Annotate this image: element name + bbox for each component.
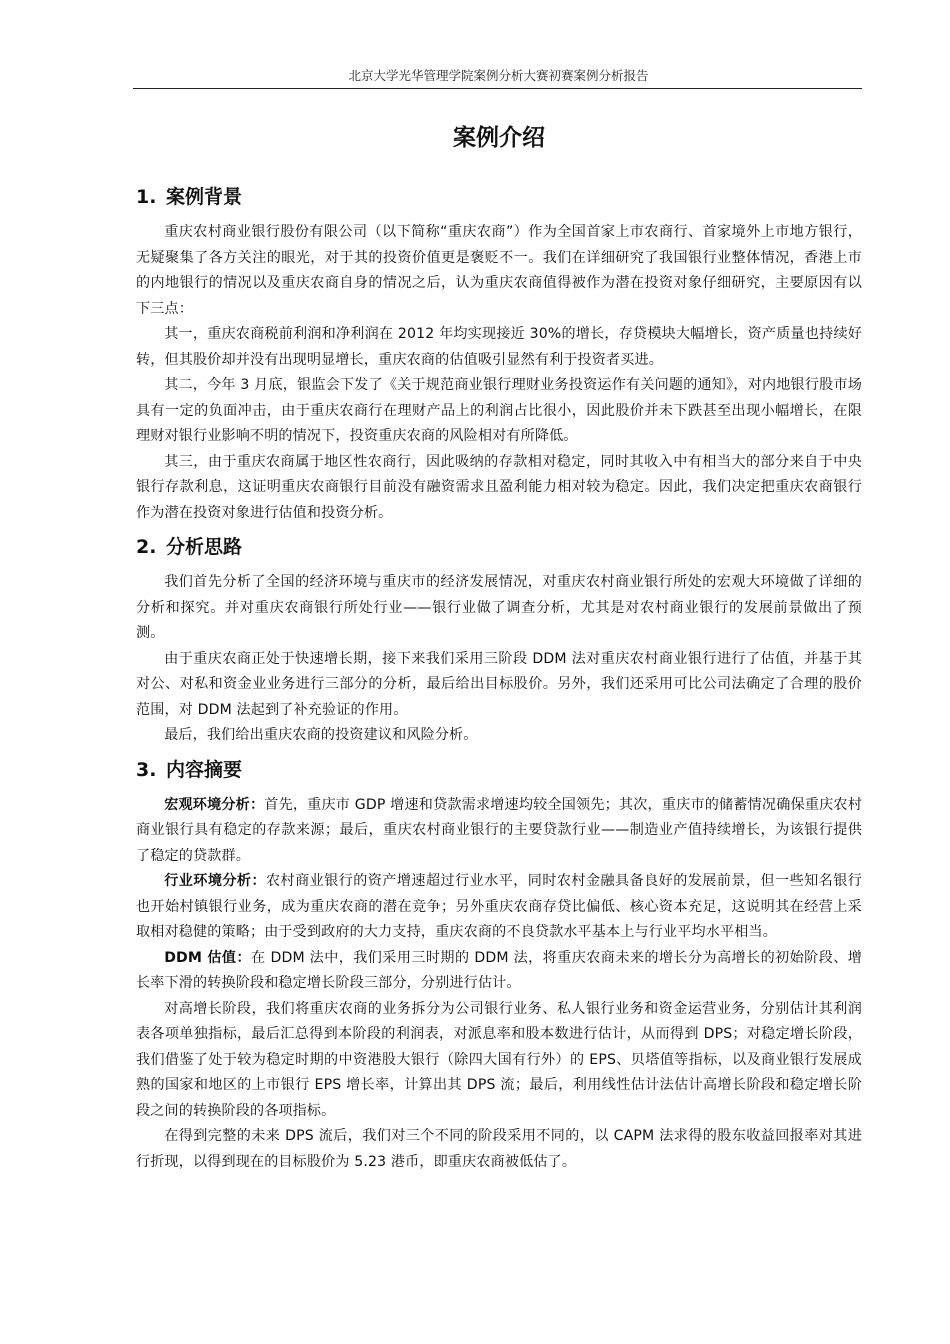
section-number: 3.: [136, 758, 157, 781]
summary-lead: 行业环境分析：: [164, 873, 266, 889]
section-title: 内容摘要: [166, 758, 243, 781]
paragraph: 重庆农村商业银行股份有限公司（以下简称“重庆农商”）作为全国首家上市农商行、首家境外上市地方银行，无疑聚集了各方关注的眼光，对于其的投资价值更是褒贬不一。我们在详细研究了我国银行业整体情况，香港上市的内地银行的情况以及重庆农商自身的情况之后，认为重庆农商值得被作为潜在投资对象仔细研究，主要原因有以下三点：: [136, 224, 862, 317]
paragraph: 在得到完整的未来 DPS 流后，我们对三个不同的阶段采用不同的，以 CAPM 法求得的股东收益回报率对其进行折现，以得到现在的目标股价为 5.23 港币，即重庆农商被低估了。: [136, 1128, 862, 1170]
paragraph: 对高增长阶段，我们将重庆农商的业务拆分为公司银行业务、私人银行业务和资金运营业务，分别估计其利润表各项单独指标，最后汇总得到本阶段的利润表，对派息率和股本数进行估计，从而得到 DPS；对稳定增长阶段，我们借鉴了处于较为稳定时期的中资港股大银行（除四大国有行外）的 EPS、贝塔值等指标，以及商业银行发展成熟的国家和地区的上市银行 EPS 增长率，计算出其 DPS 流；最后，利用线性估计法估计高增长阶段和稳定增长阶段之间的转换阶段的各项指标。: [136, 1000, 862, 1119]
section-heading: [136, 532, 862, 562]
summary-paragraph: [136, 793, 862, 870]
section-number: 1.: [136, 186, 157, 208]
summary-text: 农村商业银行的资产增速超过行业水平，同时农村金融具备良好的发展前景，但一些知名银行也开始村镇银行业务，成为重庆农商的潜在竞争；另外重庆农商存贷比偏低、核心资本充足，这说明其在经营上采取相对稳健的策略；由于受到政府的大力支持，重庆农商的不良贷款水平基本上与行业平均水平相当。: [136, 873, 862, 940]
section-heading: [136, 755, 862, 785]
summary-paragraph: [136, 869, 862, 946]
section-title: 分析思路: [166, 536, 243, 558]
summary-paragraph: [136, 946, 862, 997]
summary-lead: 宏观环境分析：: [164, 796, 265, 813]
section-heading: [136, 182, 862, 212]
paragraph: 其二，今年 3 月底，银监会下发了《关于规范商业银行理财业务投资运作有关问题的通知》，对内地银行股市场具有一定的负面冲击，由于重庆农商行在理财产品上的利润占比很小，因此股价并未下跌甚至出现小幅增长，在限理财对银行业影响不明的情况下，投资重庆农商的风险相对有所降低。: [136, 377, 862, 444]
paragraph: 最后，我们给出重庆农商的投资建议和风险分析。: [164, 727, 478, 743]
page-title: 案例介绍: [453, 125, 545, 151]
section-number: 2.: [136, 536, 157, 558]
page-header: 北京大学光华管理学院案例分析大赛初赛案例分析报告: [348, 68, 649, 83]
section-summary: [136, 755, 862, 1176]
header-divider: [133, 88, 862, 89]
paragraph: 其一，重庆农商税前利润和净利润在 2012 年均实现接近 30%的增长，存贷模块大幅增长，资产质量也持续好转，但其股价却并没有出现明显增长，重庆农商的估值吸引显然有利于投资者买进。: [136, 326, 862, 368]
document-body: [136, 118, 862, 1181]
summary-text: 在 DDM 法中，我们采用三时期的 DDM 法，将重庆农商未来的增长分为高增长的初始阶段、增长率下滑的转换阶段和稳定增长阶段三部分，分别进行估计。: [136, 949, 863, 991]
paragraph: 我们首先分析了全国的经济环境与重庆市的经济发展情况，对重庆农村商业银行所处的宏观大环境做了详细的分析和探究。并对重庆农商银行所处行业——银行业做了调查分析，尤其是对农村商业银行的发展前景做出了预测。: [136, 574, 862, 641]
section-background: [136, 182, 862, 526]
paragraph: 由于重庆农商正处于快速增长期，接下来我们采用三阶段 DDM 法对重庆农村商业银行进行了估值，并基于其对公、对私和资金业业务进行三部分的分析，最后给出目标股价。另外，我们还采用可比公司法确定了合理的股价范围，对 DDM 法起到了补充验证的作用。: [136, 650, 862, 718]
summary-text: 首先，重庆市 GDP 增速和贷款需求增速均较全国领先；其次，重庆市的储蓄情况确保重庆农村商业银行具有稳定的存款来源；最后，重庆农村商业银行的主要贷款行业——制造业产值持续增长，为该银行提供了稳定的贷款群。: [136, 796, 862, 864]
section-approach: [136, 532, 862, 749]
summary-lead: DDM 估值：: [164, 949, 251, 966]
paragraph: 其三，由于重庆农商属于地区性农商行，因此吸纳的存款相对稳定，同时其收入中有相当大的部分来自于中央银行存款利息，这证明重庆农商银行目前没有融资需求且盈利能力相对较为稳定。因此，我们决定把重庆农商银行作为潜在投资对象进行估值和投资分析。: [136, 453, 862, 521]
section-title: 案例背景: [166, 186, 243, 208]
